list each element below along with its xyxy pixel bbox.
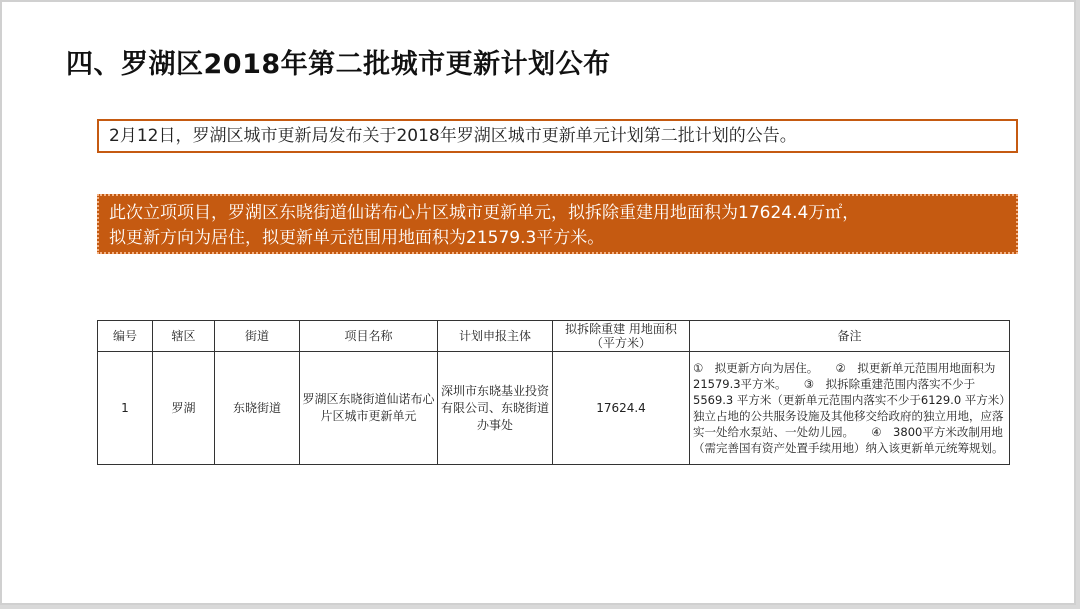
header-area: 拟拆除重建 用地面积（平方米）	[553, 321, 690, 352]
cell-street: 东晓街道	[215, 352, 300, 465]
header-project: 项目名称	[300, 321, 438, 352]
notice-box: 2月12日，罗湖区城市更新局发布关于2018年罗湖区城市更新单元计划第二批计划的公告。	[97, 119, 1018, 153]
header-applicant: 计划申报主体	[438, 321, 553, 352]
renewal-plan-table	[97, 320, 1010, 465]
highlight-line-2: 拟更新方向为居住，拟更新单元范围用地面积为21579.3平方米。	[109, 228, 605, 248]
highlight-box	[97, 194, 1018, 254]
page-title: 四、罗湖区2018年第二批城市更新计划公布	[66, 49, 611, 80]
header-street: 街道	[215, 321, 300, 352]
header-remark: 备注	[690, 321, 1010, 352]
highlight-line-1: 此次立项项目，罗湖区东晓街道仙诺布心片区城市更新单元，拟拆除重建用地面积为17624.4万㎡，	[109, 203, 860, 223]
cell-no: 1	[98, 352, 153, 465]
cell-project: 罗湖区东晓街道仙诺布心片区城市更新单元	[300, 352, 438, 465]
header-district: 辖区	[153, 321, 215, 352]
table-row	[98, 352, 1010, 465]
cell-district: 罗湖	[153, 352, 215, 465]
cell-area: 17624.4	[553, 352, 690, 465]
cell-remark: ① 拟更新方向为居住。 ② 拟更新单元范围用地面积为21579.3平方米。 ③ 拟拆除重建范围内落实不少于 5569.3 平方米（更新单元范围内落实不少于6129.0 平方米）独立占地的公共服务设施及其他移交给政府的独立用地，应落实一处给水泵站、一处幼儿园。 ④ 3800平方米改制用地（需完善国有资产处置手续用地）纳入该更新单元统筹规划。	[690, 352, 1010, 465]
header-no: 编号	[98, 321, 153, 352]
table-header-row	[98, 321, 1010, 352]
cell-applicant: 深圳市东晓基业投资有限公司、东晓街道办事处	[438, 352, 553, 465]
